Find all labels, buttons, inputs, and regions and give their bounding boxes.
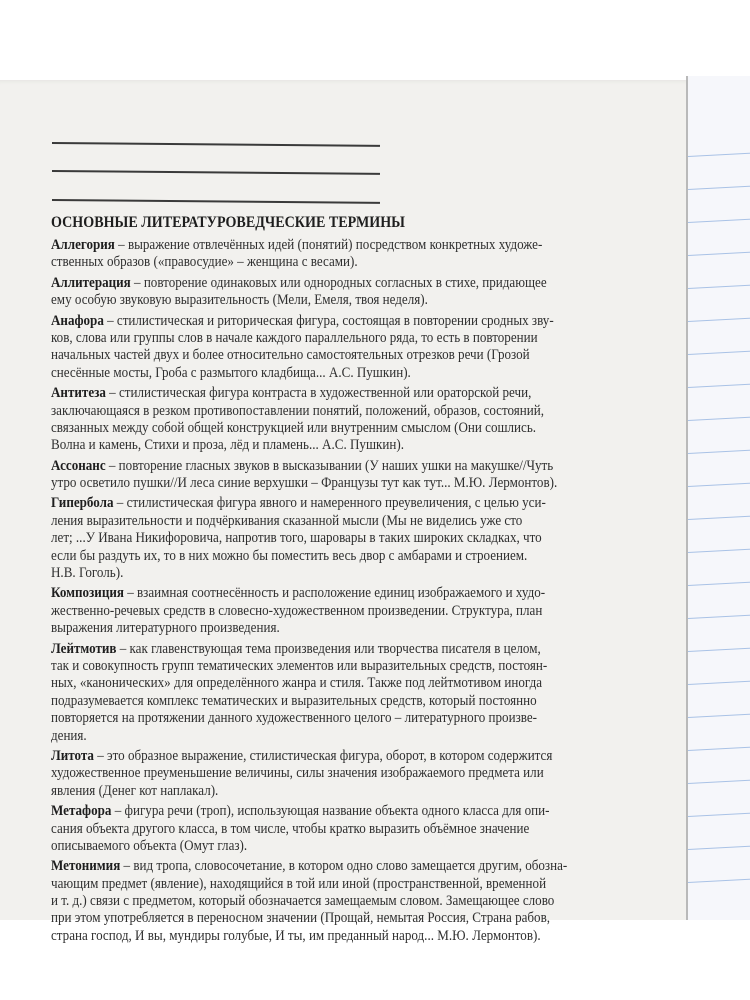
term-definition-text: дения. — [51, 726, 87, 744]
term-definition-text: начальных частей двух и более относительно самостоятельных отрезков речи (Грозой — [51, 346, 530, 364]
term-line — [51, 692, 601, 709]
term-entry — [51, 312, 691, 382]
term-line — [51, 436, 601, 453]
term-entry — [51, 494, 691, 581]
term-definition-text: выражения литературного произведения. — [51, 619, 280, 637]
term-line — [51, 802, 601, 819]
term-name: Анафора — [51, 311, 104, 329]
term-definition-text: утро осветило пушки//И леса синие верхушки – Французы тут как тут... М.Ю. Лермонтов). — [51, 474, 558, 492]
term-entry — [51, 274, 691, 309]
ruled-line — [688, 747, 750, 751]
term-definition-text: страна господ, И вы, мундиры голубые, И ты, им преданный народ... М.Ю. Лермонтов). — [51, 926, 541, 944]
ruled-line — [688, 186, 750, 190]
term-line — [51, 512, 601, 529]
term-definition-text: если бы раздуть их, то в них можно бы поместить весь двор с амбарами и строением. — [51, 546, 528, 564]
ruled-line — [688, 285, 750, 289]
term-line — [51, 727, 601, 744]
term-name: Гипербола — [51, 494, 114, 512]
term-line — [51, 674, 601, 691]
ruled-line — [688, 549, 750, 553]
term-definition-text: снесённые мосты, Гроба с размытого кладбища... А.С. Пушкин). — [51, 363, 411, 381]
ruled-line — [688, 252, 750, 256]
term-line — [51, 274, 601, 291]
term-line — [51, 602, 601, 619]
term-definition-text: ему особую звуковую выразительность (Мели, Емеля, твоя неделя). — [51, 291, 428, 309]
term-line — [51, 909, 601, 926]
term-name: Аллитерация — [51, 273, 131, 291]
term-definition-text: подразумевается комплекс тематических и выразительных средств, который постоянно — [51, 691, 537, 709]
term-line — [51, 747, 601, 764]
term-definition-text: чающим предмет (явление), находящийся в той или иной (пространственной, временной — [51, 874, 547, 892]
term-line — [51, 253, 601, 270]
ruled-line — [688, 384, 750, 388]
term-definition-text: – повторение гласных звуков в высказывании (У наших ушки на макушке//Чуть — [105, 456, 554, 474]
term-line — [51, 494, 601, 511]
term-name: Метонимия — [51, 857, 121, 875]
term-definition-text: сания объекта другого класса, в том числе, чтобы кратко выразить объёмное значение — [51, 819, 530, 837]
ruled-line — [688, 780, 750, 784]
term-definition-text: ственных образов («правосудие» – женщина с весами). — [51, 253, 358, 271]
term-definition-text: – вид тропа, словосочетание, в котором одно слово замещается другим, обозна- — [120, 857, 568, 875]
term-definition-text: – повторение одинаковых или однородных согласных в стихе, придающее — [130, 273, 547, 291]
term-line — [51, 419, 601, 436]
term-definition-text: описываемого объекта (Омут глаз). — [51, 836, 248, 854]
term-line — [51, 474, 601, 491]
term-definition-text: повторяется на протяжении данного художественного целого – литературного произве- — [51, 709, 537, 727]
term-definition-text: – как главенствующая тема произведения или творчества писателя в целом, — [116, 639, 541, 657]
term-definition-text: – выражение отвлечённых идей (понятий) посредством конкретных художе- — [114, 236, 543, 253]
ruled-line — [688, 351, 750, 355]
term-line — [51, 364, 601, 381]
term-entry — [51, 584, 691, 636]
term-line — [51, 346, 601, 363]
term-line — [51, 547, 601, 564]
term-line — [51, 236, 601, 253]
term-definition-text: – фигура речи (троп), использующая название объекта одного класса для опи- — [111, 802, 550, 820]
term-name: Антитеза — [51, 384, 106, 402]
term-line — [51, 709, 601, 726]
notebook-right-page — [686, 76, 750, 920]
ruled-line — [688, 516, 750, 520]
term-definition-text: ков, слова или группы слов в начале каждого параллельного ряда, то есть в повторении — [51, 328, 538, 346]
term-line — [51, 291, 601, 308]
term-entry — [51, 384, 691, 454]
term-definition-text: – стилистическая фигура явного и намеренного преувеличения, с целью уси- — [113, 494, 546, 512]
term-line — [51, 927, 601, 944]
term-line — [51, 564, 601, 581]
ruled-line — [688, 879, 750, 883]
term-definition-text: явления (Денег кот наплакал). — [51, 781, 219, 799]
term-name: Лейтмотив — [51, 639, 117, 657]
ruled-line — [688, 483, 750, 487]
term-definition-text: – стилистическая фигура контраста в художественной или ораторской речи, — [105, 384, 532, 402]
term-definition-text: художественное преуменьшение величины, силы значения изображаемого предмета или — [51, 764, 544, 782]
term-line — [51, 764, 601, 781]
term-entry — [51, 236, 691, 271]
term-definition-text: ных, «канонических» для определённого жанра и стиля. Также под лейтмотивом иногда — [51, 674, 543, 692]
term-entry — [51, 457, 691, 492]
term-name: Ассонанс — [51, 456, 106, 474]
ruled-line — [688, 648, 750, 652]
ruled-line — [688, 846, 750, 850]
term-line — [51, 892, 601, 909]
terms-section — [51, 214, 691, 947]
term-name: Аллегория — [51, 236, 115, 253]
term-entry — [51, 857, 691, 944]
ruled-line — [688, 681, 750, 685]
term-line — [51, 820, 601, 837]
ruled-line — [688, 813, 750, 817]
section-heading: ОСНОВНЫЕ ЛИТЕРАТУРОВЕДЧЕСКИЕ ТЕРМИНЫ — [51, 214, 405, 231]
ruled-line — [688, 714, 750, 718]
term-definition-text: Волна и камень, Стихи и проза, лёд и пламень... А.С. Пушкин). — [51, 436, 404, 454]
term-definition-text: – стилистическая и риторическая фигура, состоящая в повторении сродных зву- — [103, 311, 554, 329]
ruled-line — [688, 219, 750, 223]
term-line — [51, 875, 601, 892]
term-line — [51, 329, 601, 346]
term-entry — [51, 802, 691, 854]
term-definition-text: – взаимная соотнесённость и расположение единиц изображаемого и худо- — [123, 584, 546, 602]
term-definition-text: связанных между собой общей конструкцией или внутренним смыслом (Они сошлись. — [51, 418, 537, 436]
term-line — [51, 312, 601, 329]
terms-list — [51, 236, 691, 944]
term-name: Метафора — [51, 802, 112, 820]
term-line — [51, 457, 601, 474]
term-definition-text: жественно-речевых средств в словесно-художественном произведении. Структура, план — [51, 601, 543, 619]
term-name: Композиция — [51, 584, 124, 602]
term-line — [51, 584, 601, 601]
term-definition-text: при этом употребляется в переносном значении (Прощай, немытая Россия, Страна рабов, — [51, 909, 551, 927]
term-definition-text: – это образное выражение, стилистическая фигура, оборот, в котором содержится — [93, 746, 553, 764]
ruled-line — [688, 615, 750, 619]
term-definition-text: ления выразительности и подчёркивания сказанной мысли (Мы не виделись уже сто — [51, 511, 523, 529]
term-definition-text: лет; ...У Ивана Никифоровича, напротив того, шаровары в таких широких складках, что — [51, 529, 542, 547]
term-line — [51, 657, 601, 674]
ruled-line — [688, 450, 750, 454]
term-line — [51, 402, 601, 419]
ruled-line — [688, 417, 750, 421]
term-entry — [51, 747, 691, 799]
term-line — [51, 384, 601, 401]
ruled-line — [688, 153, 750, 157]
term-name: Литота — [51, 746, 94, 764]
term-definition-text: так и совокупность групп тематических элементов или выразительных средств, постоян- — [51, 656, 548, 674]
term-definition-text: Н.В. Гоголь). — [51, 564, 124, 582]
term-definition-text: заключающаяся в резком противопоставлении понятий, положений, образов, состояний, — [51, 401, 545, 419]
term-entry — [51, 640, 691, 744]
term-definition-text: и т. д.) связи с предметом, который обозначается замещаемым словом. Замещающее слово — [51, 892, 555, 910]
term-line — [51, 529, 601, 546]
ruled-line — [688, 318, 750, 322]
term-line — [51, 857, 601, 874]
term-line — [51, 640, 601, 657]
ruled-line — [688, 582, 750, 586]
term-line — [51, 782, 601, 799]
term-line — [51, 837, 601, 854]
term-line — [51, 619, 601, 636]
